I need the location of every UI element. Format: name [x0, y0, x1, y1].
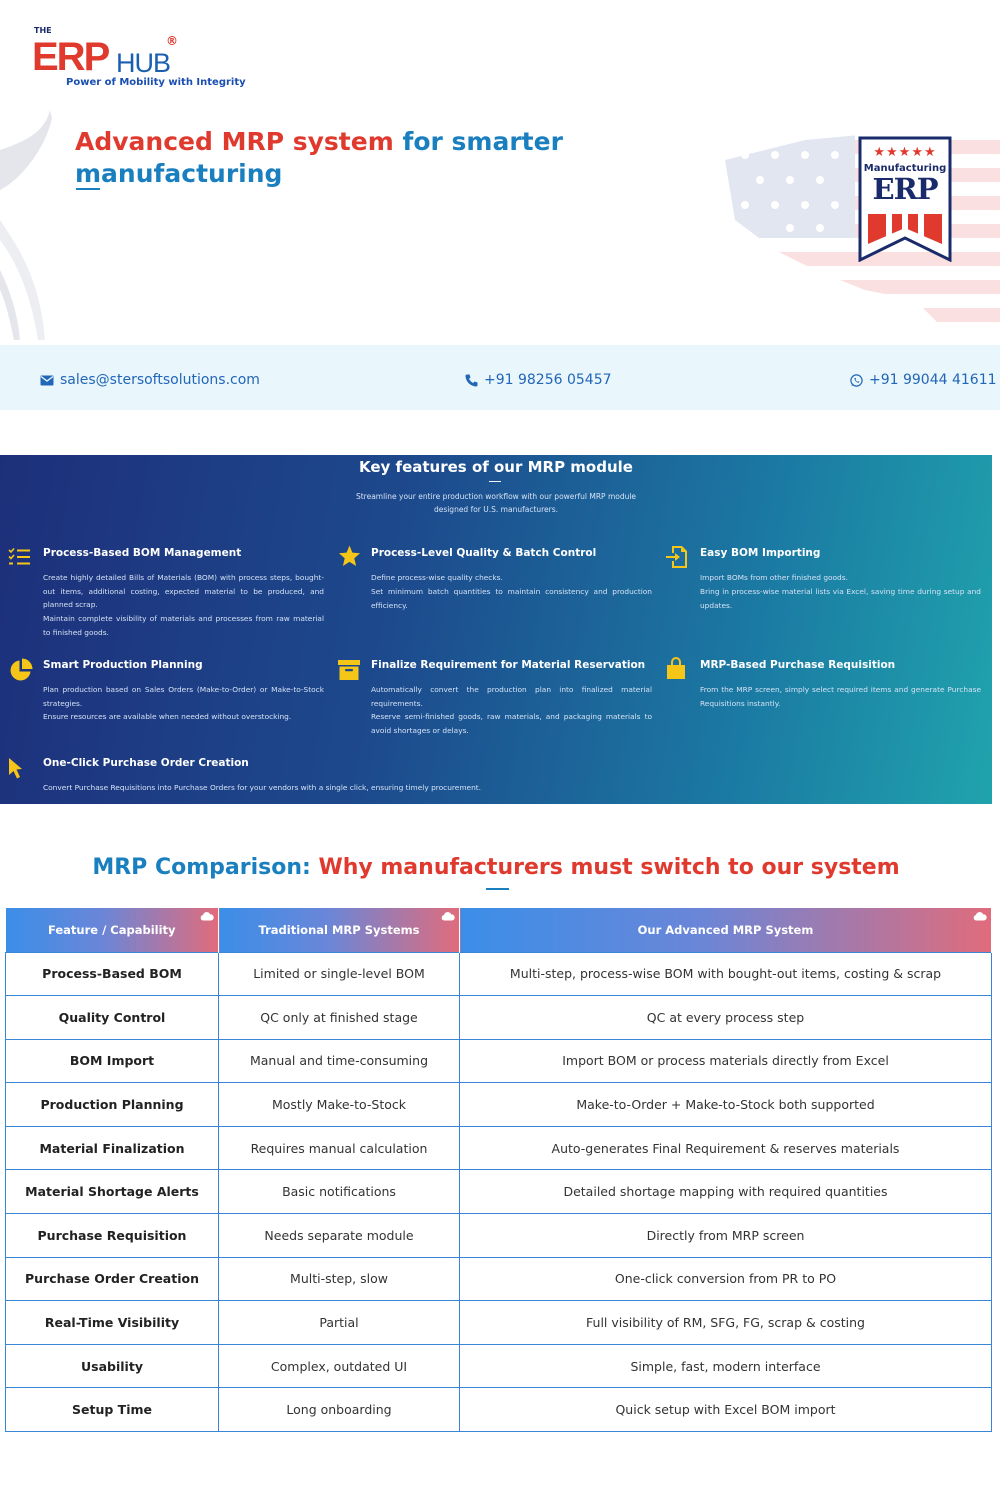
table-row: [6, 1039, 992, 1083]
table-row: [6, 1344, 992, 1388]
badge-stars: ★★★★★: [873, 145, 937, 160]
cell-feature: Real-Time Visibility: [6, 1301, 219, 1345]
cell-feature: Purchase Requisition: [6, 1214, 219, 1258]
feature-title: Finalize Requirement for Material Reservation: [371, 659, 646, 671]
table-row: [6, 1301, 992, 1345]
table-row: [6, 1126, 992, 1170]
feature-description: Convert Purchase Requisitions into Purchase Orders for your vendors with a single click, ensuring timely procurement.: [43, 783, 482, 792]
hero-section: [0, 0, 1000, 345]
title-underline: [76, 188, 100, 190]
table-row: [6, 1083, 992, 1127]
feature-title: Process-Based BOM Management: [43, 547, 242, 559]
whatsapp-link[interactable]: [850, 372, 997, 388]
features-section: [0, 455, 992, 804]
comparison-title-highlight: Why manufacturers must switch to our system: [310, 855, 900, 880]
cell-advanced: One-click conversion from PR to PO: [460, 1257, 992, 1301]
header-advanced: [460, 908, 992, 952]
cloud-icon: [973, 911, 987, 921]
cell-advanced: Make-to-Order + Make-to-Stock both supported: [460, 1083, 992, 1127]
table-row: [6, 1257, 992, 1301]
page-title-rest: for smarter manufacturing: [75, 127, 563, 188]
logo-registered-mark: ®: [166, 34, 178, 48]
cell-traditional: Partial: [219, 1301, 460, 1345]
table-header-row: [6, 908, 992, 952]
header-traditional-label: Traditional MRP Systems: [258, 922, 420, 937]
list-icon: [8, 548, 31, 566]
erp-hub-logo[interactable]: [32, 26, 246, 96]
feature-description-secondary: Set minimum batch quantities to maintain consistency and production efficiency.: [371, 587, 652, 610]
cell-feature: Material Finalization: [6, 1126, 219, 1170]
cell-traditional: Complex, outdated UI: [219, 1344, 460, 1388]
feature-description: Define process-wise quality checks.: [371, 573, 503, 582]
cell-traditional: Requires manual calculation: [219, 1126, 460, 1170]
cloud-icon: [441, 911, 455, 921]
cell-traditional: Long onboarding: [219, 1388, 460, 1432]
contact-bar: [0, 345, 1000, 410]
archive-box-icon: [338, 660, 360, 680]
feature-description: From the MRP screen, simply select required items and generate Purchase Requisitions instantly.: [700, 685, 981, 708]
envelope-icon: [40, 375, 54, 386]
feature-description: Automatically convert the production plan into finalized material requirements.: [371, 685, 652, 708]
header-advanced-label: Our Advanced MRP System: [637, 922, 814, 937]
feature-title: Process-Level Quality & Batch Control: [371, 547, 597, 559]
cell-traditional: QC only at finished stage: [219, 996, 460, 1040]
manufacturing-erp-badge: [858, 136, 952, 262]
phone-link[interactable]: [465, 372, 612, 388]
cloud-icon: [200, 911, 214, 921]
header-feature: [6, 908, 219, 952]
comparison-title-lead: MRP Comparison:: [92, 855, 311, 880]
feature-title: Easy BOM Importing: [700, 547, 821, 559]
cell-advanced: Quick setup with Excel BOM import: [460, 1388, 992, 1432]
pie-chart-icon: [9, 658, 33, 682]
feature-description: Plan production based on Sales Orders (Make-to-Order) or Make-to-Stock strategies.: [43, 685, 324, 708]
feature-description-secondary: Bring in process-wise material lists via Excel, saving time during setup and updates.: [700, 587, 981, 610]
header-traditional: [219, 908, 460, 952]
cell-advanced: Full visibility of RM, SFG, FG, scrap & costing: [460, 1301, 992, 1345]
table-row: [6, 996, 992, 1040]
cell-advanced: Auto-generates Final Requirement & reserves materials: [460, 1126, 992, 1170]
email-text: sales@stersoftsolutions.com: [60, 372, 260, 388]
table-row: [6, 1170, 992, 1214]
decorative-wave: [0, 110, 70, 340]
cell-traditional: Mostly Make-to-Stock: [219, 1083, 460, 1127]
cell-feature: Usability: [6, 1344, 219, 1388]
cell-advanced: QC at every process step: [460, 996, 992, 1040]
cell-advanced: Import BOM or process materials directly from Excel: [460, 1039, 992, 1083]
cell-traditional: Manual and time-consuming: [219, 1039, 460, 1083]
table-row: [6, 1388, 992, 1432]
cell-advanced: Directly from MRP screen: [460, 1214, 992, 1258]
feature-title: MRP-Based Purchase Requisition: [700, 659, 896, 671]
cell-advanced: Multi-step, process-wise BOM with bought-out items, costing & scrap: [460, 952, 992, 996]
cursor-icon: [8, 757, 24, 779]
page-title-highlight: Advanced MRP system: [75, 127, 394, 156]
cell-feature: Setup Time: [6, 1388, 219, 1432]
header-feature-label: Feature / Capability: [47, 922, 176, 937]
feature-description-secondary: Reserve semi-finished goods, raw materials, and packaging materials to avoid shortages or delays.: [371, 712, 652, 735]
cell-advanced: Simple, fast, modern interface: [460, 1344, 992, 1388]
feature-title: One-Click Purchase Order Creation: [43, 757, 249, 769]
phone-text: +91 98256 05457: [484, 372, 612, 388]
page-title: [75, 126, 595, 190]
comparison-table: [5, 908, 992, 1432]
cell-traditional: Limited or single-level BOM: [219, 952, 460, 996]
cell-traditional: Basic notifications: [219, 1170, 460, 1214]
feature-title: Smart Production Planning: [43, 659, 203, 671]
logo-tagline: Power of Mobility with Integrity: [66, 77, 246, 88]
features-title: Key features of our MRP module: [359, 458, 633, 476]
table-row: [6, 1214, 992, 1258]
logo-the-text: THE: [34, 26, 52, 35]
table-row: [6, 952, 992, 996]
badge-label: Manufacturing: [863, 163, 947, 174]
cell-traditional: Multi-step, slow: [219, 1257, 460, 1301]
comparison-title: [0, 855, 992, 880]
cell-feature: Quality Control: [6, 996, 219, 1040]
feature-description: Import BOMs from other finished goods.: [700, 573, 848, 582]
feature-description-secondary: Ensure resources are available when needed without overstocking.: [43, 712, 292, 721]
cell-feature: Production Planning: [6, 1083, 219, 1127]
shopping-bag-icon: [666, 657, 686, 680]
features-title-underline: [489, 481, 501, 482]
star-icon: [338, 545, 361, 567]
file-import-icon: [666, 545, 688, 569]
feature-description-secondary: Maintain complete visibility of materials and processes from raw material to finished goods.: [43, 614, 324, 637]
comparison-title-underline: [486, 888, 509, 890]
feature-description: Create highly detailed Bills of Materials (BOM) with process steps, bought-out items, additional costing, expected material to be produced, and planned scrap.: [43, 573, 324, 610]
cell-feature: Process-Based BOM: [6, 952, 219, 996]
badge-erp-text: ERP: [872, 172, 938, 206]
whatsapp-icon: [850, 374, 863, 387]
email-link[interactable]: [40, 372, 260, 388]
phone-icon: [465, 374, 478, 387]
whatsapp-text: +91 99044 41611: [869, 372, 997, 388]
cell-advanced: Detailed shortage mapping with required quantities: [460, 1170, 992, 1214]
logo-hub-text: HUB: [116, 48, 171, 78]
cell-feature: Purchase Order Creation: [6, 1257, 219, 1301]
logo-erp-text: ERP: [32, 35, 109, 79]
cell-feature: BOM Import: [6, 1039, 219, 1083]
cell-feature: Material Shortage Alerts: [6, 1170, 219, 1214]
features-subtitle: Streamline your entire production workflow with our powerful MRP module designed for U.S. manufacturers.: [355, 492, 637, 514]
cell-traditional: Needs separate module: [219, 1214, 460, 1258]
